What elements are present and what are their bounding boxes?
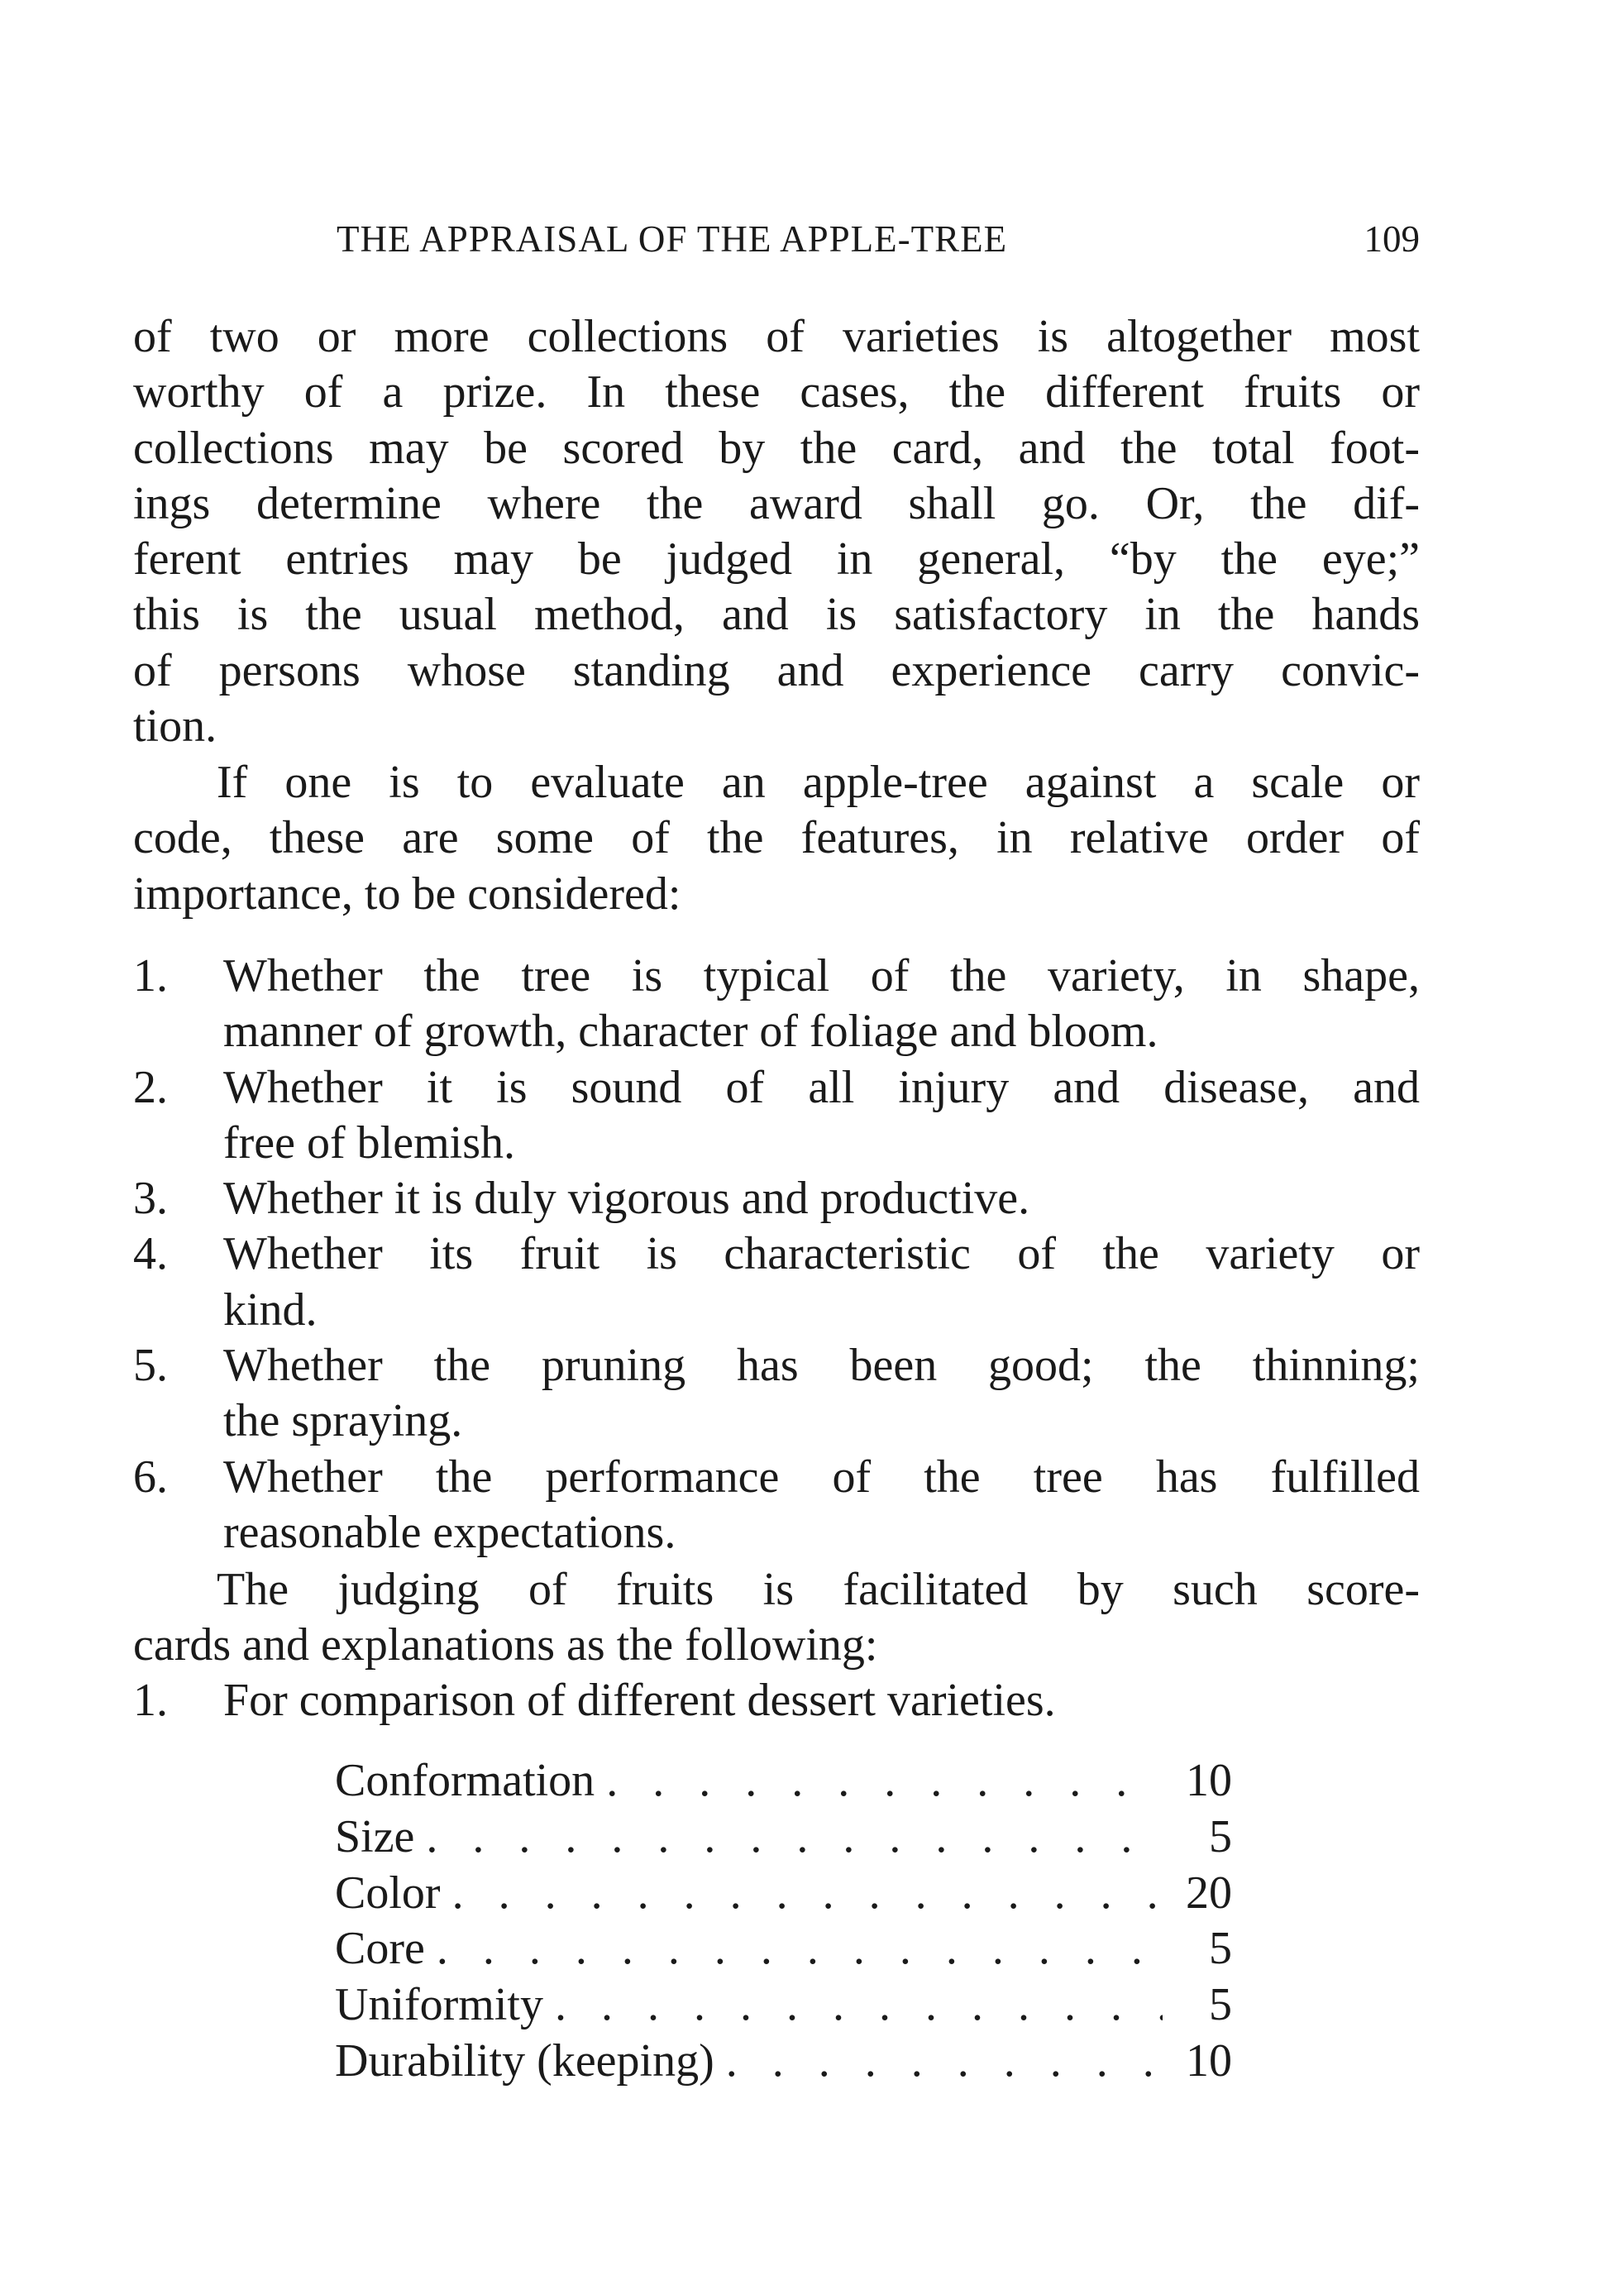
list-item — [133, 949, 1420, 1060]
score-value: 5 — [1209, 1979, 1232, 2031]
dot-leader — [437, 1921, 1163, 1977]
score-label: Color — [335, 1867, 441, 1919]
table-row — [335, 1977, 1232, 2034]
list-number: 2. — [133, 1061, 168, 1113]
table-row — [335, 1753, 1232, 1810]
score-value: 20 — [1186, 1867, 1232, 1919]
running-header — [133, 212, 1420, 267]
list-number: 1. — [133, 1675, 168, 1726]
text-line: Whether the pruning has been good; the thinning; — [223, 1340, 1420, 1392]
text-line: of persons whose standing and experience carry convic- — [133, 644, 1420, 696]
text-line: Whether the tree is typical of the variety, in shape, — [223, 950, 1420, 1002]
score-value: 5 — [1209, 1810, 1232, 1862]
text-line: Whether its fruit is characteristic of the variety or — [223, 1228, 1420, 1280]
text-line: Whether the performance of the tree has fulfilled — [223, 1451, 1420, 1503]
list-number: 3. — [133, 1173, 168, 1225]
dot-leader — [555, 1977, 1163, 2034]
text-line: ferent entries may be judged in general, “by the eye;” — [133, 533, 1420, 586]
score-label: Uniformity — [335, 1979, 543, 2031]
paragraph-1 — [133, 309, 1420, 754]
score-label: Conformation — [335, 1755, 595, 1806]
dot-leader — [452, 1866, 1163, 1922]
text-line: If one is to evaluate an apple-tree against a scale or — [217, 757, 1420, 808]
score-value: 5 — [1209, 1923, 1232, 1975]
text-line: the spraying. — [223, 1395, 463, 1447]
text-line: reasonable expectations. — [223, 1506, 676, 1558]
text-line: importance, to be considered: — [133, 868, 681, 920]
list-number: 5. — [133, 1340, 168, 1392]
list-number: 6. — [133, 1451, 168, 1503]
list-item — [133, 1171, 1420, 1226]
text-line: worthy of a prize. In these cases, the different fruits or — [133, 366, 1420, 418]
text-line: For comparison of different dessert varieties. — [223, 1675, 1056, 1726]
text-line: cards and explanations as the following: — [133, 1619, 878, 1671]
text-line: collections may be scored by the card, and the total foot- — [133, 422, 1420, 474]
score-value: 10 — [1186, 2034, 1232, 2087]
list-number: 1. — [133, 950, 168, 1002]
list-item — [133, 1060, 1420, 1172]
dot-leader — [426, 1810, 1163, 1866]
features-list — [133, 949, 1420, 1561]
text-line: this is the usual method, and is satisfactory in the hands — [133, 589, 1420, 641]
text-line: of two or more collections of varieties is altogether most — [133, 311, 1420, 362]
text-line: kind. — [223, 1284, 318, 1336]
score-value: 10 — [1186, 1755, 1232, 1806]
list-item — [133, 1338, 1420, 1450]
paragraph-3 — [133, 1562, 1420, 1674]
score-label: Durability (keeping) — [335, 2034, 714, 2087]
table-row — [335, 1921, 1232, 1977]
text-line: Whether it is duly vigorous and productive. — [223, 1173, 1030, 1225]
list-item — [133, 1226, 1420, 1338]
dot-leader — [726, 2034, 1163, 2090]
text-line: The judging of fruits is facilitated by such score- — [217, 1564, 1420, 1615]
table-row — [335, 1866, 1232, 1922]
list-number: 4. — [133, 1228, 168, 1280]
text-line: ings determine where the award shall go. Or, the dif- — [133, 477, 1420, 529]
table-row — [335, 2034, 1232, 2090]
score-table — [335, 1753, 1232, 2090]
score-label: Size — [335, 1810, 415, 1862]
score-label: Core — [335, 1923, 425, 1975]
running-title: THE APPRAISAL OF THE APPLE-TREE — [337, 218, 1008, 260]
list-item — [133, 1450, 1420, 1561]
text-line: manner of growth, character of foliage and bloom. — [223, 1006, 1158, 1058]
page-number: 109 — [1364, 218, 1420, 260]
text-line: tion. — [133, 700, 217, 753]
text-line: Whether it is sound of all injury and disease, and — [223, 1061, 1420, 1113]
sub-item — [133, 1673, 1420, 1728]
table-row — [335, 1810, 1232, 1866]
dot-leader — [606, 1753, 1163, 1810]
text-line: code, these are some of the features, in relative order of — [133, 812, 1420, 864]
paragraph-2 — [133, 755, 1420, 922]
text-line: free of blemish. — [223, 1116, 515, 1169]
